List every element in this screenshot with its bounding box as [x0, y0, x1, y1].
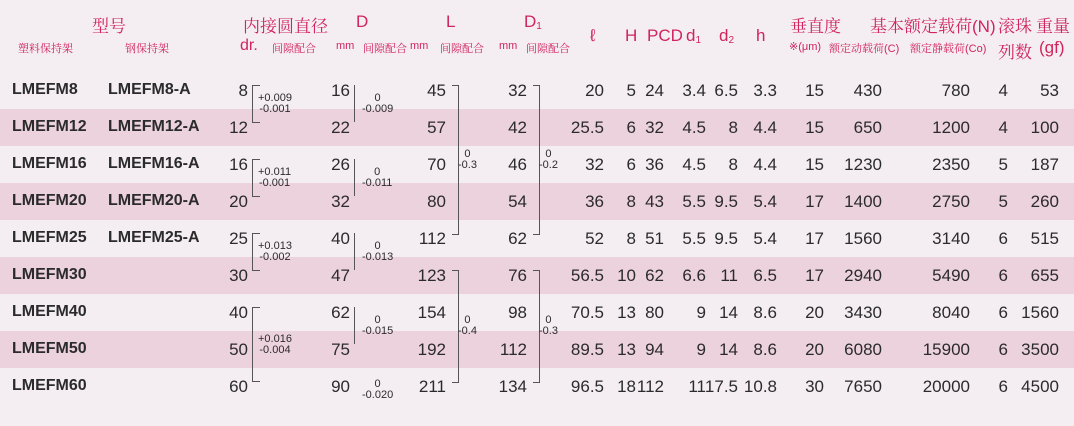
cell-m1: LMEFM25 [12, 229, 87, 246]
dr-tolerance-upper: +0.011 [258, 166, 292, 178]
cell-h: 5.4 [753, 192, 777, 211]
perpendicularity-heading: 垂直度 [790, 17, 841, 36]
cell-D: 40 [331, 229, 350, 248]
cell-L: 80 [427, 192, 446, 211]
cell-dr: 60 [229, 377, 248, 396]
cell-d1: 5.5 [682, 229, 706, 248]
cell-D1: 46 [508, 155, 527, 174]
cell-C: 6080 [844, 340, 882, 359]
cell-PCD: 36 [645, 155, 664, 174]
cell-L: 45 [427, 81, 446, 100]
plastic-cage-heading: 塑料保持架 [18, 43, 73, 55]
model-heading: 型号 [92, 17, 126, 36]
cell-m1: LMEFM30 [12, 266, 87, 283]
cell-w: 260 [1030, 192, 1059, 211]
inscribed-dia-heading: 内接圆直径 [243, 17, 328, 36]
cell-d2: 9.5 [714, 192, 738, 211]
cell-Co: 5490 [932, 266, 970, 285]
cell-n: 6 [998, 266, 1008, 285]
cell-H: 5 [626, 81, 636, 100]
cell-Co: 2350 [932, 155, 970, 174]
cell-perp: 17 [805, 266, 824, 285]
D1-clearance-heading: 间隙配合 [526, 43, 570, 55]
cell-d2: 6.5 [714, 81, 738, 100]
cell-Co: 8040 [932, 303, 970, 322]
dr-tolerance-upper: +0.009 [258, 92, 292, 104]
D-tolerance [362, 167, 392, 189]
dr-tolerance-lower: -0.002 [259, 251, 291, 263]
D-tolerance [362, 93, 393, 115]
dynamic-load-heading: 额定动载荷(C) [829, 43, 900, 55]
L-mm-heading: mm [410, 40, 429, 52]
cell-D1: 32 [508, 81, 527, 100]
cell-d2: 11 [720, 266, 738, 285]
D1-tolerance-lower: -0.2 [539, 158, 558, 171]
L-tolerance [458, 149, 477, 171]
cell-h: 3.3 [753, 81, 777, 100]
cell-D1: 62 [508, 229, 527, 248]
cell-PCD: 51 [645, 229, 664, 248]
cell-L: 57 [427, 118, 446, 137]
dr-bracket-top [252, 159, 260, 160]
cell-H: 13 [617, 303, 636, 322]
D-heading: D [356, 12, 369, 31]
cell-PCD: 24 [645, 81, 664, 100]
cell-m2: LMEFM16-A [108, 155, 200, 172]
d2-heading: $d_2$ [719, 26, 735, 46]
dr-bracket-top [252, 85, 260, 86]
D-tolerance-upper: 0 [374, 240, 381, 252]
cell-L: 192 [417, 340, 446, 359]
D-tolerance-upper: 0 [374, 92, 381, 104]
cell-m2: LMEFM8-A [108, 81, 191, 98]
cell-H: 13 [617, 340, 636, 359]
weight-unit-heading: (gf) [1039, 38, 1065, 57]
cell-d1: 5.5 [682, 192, 706, 211]
cell-m1: LMEFM60 [12, 377, 87, 394]
cell-D1: 134 [498, 377, 527, 396]
cell-D: 47 [331, 266, 350, 285]
table-header [0, 0, 1074, 72]
D-tolerance-upper: 0 [374, 377, 381, 390]
cell-D1: 76 [508, 266, 527, 285]
cell-Co: 15900 [922, 340, 970, 359]
dr-bracket-bottom [252, 381, 260, 382]
cell-C: 1400 [844, 192, 882, 211]
cell-l: 70.5 [570, 303, 604, 322]
cell-perp: 17 [805, 192, 824, 211]
cell-w: 4500 [1021, 377, 1059, 396]
D-tolerance-lower: -0.015 [362, 325, 394, 337]
cell-l: 52 [585, 229, 604, 248]
cell-dr: 8 [238, 81, 248, 100]
cell-perp: 15 [805, 118, 824, 137]
dr-tolerance [258, 241, 292, 263]
cell-m1: LMEFM50 [12, 340, 87, 357]
cell-h: 8.6 [753, 340, 777, 359]
cell-dr: 40 [229, 303, 248, 322]
cell-Co: 20000 [922, 377, 970, 396]
cell-D1: 54 [508, 192, 527, 211]
cell-l: 96.5 [570, 377, 604, 396]
cell-d1: 6.6 [682, 266, 706, 285]
cell-l: 32 [585, 155, 604, 174]
cell-l: 89.5 [570, 340, 604, 359]
cell-D: 26 [331, 155, 350, 174]
D-tolerance-lower: -0.011 [362, 177, 393, 189]
cell-n: 6 [998, 340, 1008, 359]
cell-m1: LMEFM8 [12, 81, 78, 98]
cell-dr: 12 [229, 118, 248, 137]
cell-n: 4 [998, 118, 1008, 137]
cell-d1: 3.4 [682, 81, 706, 100]
cell-m2: LMEFM20-A [108, 192, 200, 209]
cell-H: 10 [617, 266, 636, 285]
cell-dr: 20 [229, 192, 248, 211]
D-tolerance-lower: -0.020 [362, 388, 394, 401]
cell-d2: 14 [719, 303, 738, 322]
cell-n: 6 [998, 303, 1008, 322]
cell-H: 8 [626, 229, 636, 248]
cell-C: 3430 [844, 303, 882, 322]
cell-Co: 3140 [932, 229, 970, 248]
cell-m1: LMEFM12 [12, 118, 87, 135]
D-tolerance-upper: 0 [374, 166, 381, 178]
cell-w: 53 [1040, 81, 1059, 100]
H-heading: H [625, 26, 638, 45]
cell-w: 3500 [1021, 340, 1059, 359]
cell-d1: 11 [688, 377, 706, 396]
cell-dr: 25 [229, 229, 248, 248]
D-clearance-heading: 间隙配合 [363, 43, 407, 55]
L-tolerance [458, 315, 477, 337]
cell-w: 187 [1030, 155, 1059, 174]
D1-tolerance [539, 315, 558, 337]
cell-n: 6 [998, 229, 1008, 248]
cell-Co: 1200 [932, 118, 970, 137]
cell-h: 8.6 [753, 303, 777, 322]
D-tolerance-lower: -0.009 [362, 103, 394, 115]
dr-tolerance-lower: -0.001 [259, 103, 291, 115]
cell-L: 123 [417, 266, 446, 285]
cell-perp: 17 [805, 229, 824, 248]
load-rating-heading: 基本额定载荷(N) [870, 17, 996, 36]
cell-dr: 30 [229, 266, 248, 285]
cell-H: 18 [617, 377, 636, 396]
cell-d2: 17.5 [704, 377, 738, 396]
cell-C: 7650 [844, 377, 882, 396]
cell-L: 112 [418, 229, 446, 248]
rows-heading: 列数 [998, 43, 1032, 62]
L-tolerance-lower: -0.3 [458, 158, 477, 171]
D-tolerance [362, 315, 393, 337]
cell-H: 6 [626, 118, 636, 137]
h-heading: h [756, 26, 766, 45]
dr-tolerance [258, 334, 292, 356]
cell-d1: 4.5 [682, 155, 706, 174]
cell-d1: 9 [696, 340, 706, 359]
L-tolerance-lower: -0.4 [458, 325, 477, 337]
D1-tolerance-upper: 0 [545, 314, 552, 326]
cell-dr: 16 [229, 155, 248, 174]
cell-dr: 50 [229, 340, 248, 359]
cell-C: 2940 [844, 266, 882, 285]
dr-bracket-bottom [252, 270, 260, 271]
cell-D: 32 [331, 192, 350, 211]
L-tolerance-upper: 0 [464, 147, 471, 160]
dr-heading: dr. [240, 37, 258, 54]
cell-m2: LMEFM25-A [108, 229, 200, 246]
cell-h: 10.8 [743, 377, 777, 396]
D1-tolerance-lower: -0.3 [539, 325, 558, 337]
cell-m1: LMEFM20 [12, 192, 87, 209]
cell-H: 8 [626, 192, 636, 211]
cell-w: 655 [1030, 266, 1059, 285]
cell-m1: LMEFM40 [12, 303, 87, 320]
cell-w: 100 [1030, 118, 1059, 137]
cell-perp: 15 [805, 155, 824, 174]
dr-bracket-top [252, 307, 260, 308]
cell-d1: 4.5 [682, 118, 706, 137]
cell-perp: 30 [805, 377, 824, 396]
D1-tolerance-upper: 0 [545, 147, 552, 160]
cell-C: 1230 [844, 155, 882, 174]
cell-PCD: 112 [636, 377, 664, 396]
PCD-heading: PCD [647, 26, 683, 45]
cell-w: 1560 [1021, 303, 1059, 322]
ell-heading: ℓ [590, 26, 596, 45]
L-tolerance-upper: 0 [464, 314, 471, 326]
cell-m1: LMEFM16 [12, 155, 87, 172]
cell-Co: 780 [941, 81, 970, 100]
cell-d1: 9 [696, 303, 706, 322]
cell-C: 430 [853, 81, 882, 100]
L-clearance-heading: 间隙配合 [440, 43, 484, 55]
cell-PCD: 43 [645, 192, 664, 211]
cell-d2: 9.5 [714, 229, 738, 248]
cell-C: 650 [853, 118, 882, 137]
cell-C: 1560 [844, 229, 882, 248]
dr-tolerance-upper: +0.013 [258, 240, 292, 252]
cell-l: 20 [585, 81, 604, 100]
D1-heading: $D_1$ [524, 12, 542, 32]
cell-perp: 15 [805, 81, 824, 100]
D1-tolerance [539, 149, 558, 171]
cell-Co: 2750 [932, 192, 970, 211]
cell-d2: 8 [728, 118, 738, 137]
static-load-heading: 额定静载荷(Co) [910, 43, 987, 55]
dr-tolerance-lower: -0.004 [259, 343, 291, 356]
cell-n: 5 [998, 155, 1008, 174]
cell-L: 211 [418, 377, 446, 396]
dr-tolerance [258, 93, 292, 115]
D1-mm-heading: mm [499, 40, 518, 52]
cell-D: 90 [331, 377, 350, 396]
d1-heading: $d_1$ [686, 26, 702, 46]
balls-heading: 滚珠 [998, 17, 1032, 36]
cell-d2: 14 [719, 340, 738, 359]
weight-heading: 重量 [1036, 17, 1070, 36]
D-tolerance [362, 379, 393, 401]
cell-L: 70 [427, 155, 446, 174]
D-tolerance [362, 241, 393, 263]
cell-l: 56.5 [570, 266, 604, 285]
D-tolerance-upper: 0 [374, 314, 381, 326]
cell-L: 154 [417, 303, 446, 322]
D-mm-heading: mm [336, 40, 355, 52]
cell-h: 4.4 [753, 118, 777, 137]
cell-D1: 112 [499, 340, 527, 359]
cell-h: 6.5 [753, 266, 777, 285]
cell-l: 36 [585, 192, 604, 211]
cell-PCD: 94 [645, 340, 664, 359]
cell-n: 5 [998, 192, 1008, 211]
dr-bracket-top [252, 233, 260, 234]
cell-D: 62 [331, 303, 350, 322]
cell-PCD: 62 [645, 266, 664, 285]
dr-tolerance-lower: -0.001 [258, 177, 291, 189]
perp-unit-heading: ※(μm) [789, 41, 822, 53]
cell-h: 4.4 [753, 155, 777, 174]
dr-clearance-heading: 间隙配合 [272, 43, 316, 55]
D-tolerance-lower: -0.013 [362, 251, 394, 263]
cell-perp: 20 [805, 340, 824, 359]
dr-bracket-bottom [252, 122, 260, 123]
cell-d2: 8 [728, 155, 738, 174]
cell-l: 25.5 [570, 118, 604, 137]
cell-PCD: 32 [645, 118, 664, 137]
dr-bracket-bottom [252, 196, 260, 197]
cell-D: 75 [331, 340, 350, 359]
cell-w: 515 [1030, 229, 1059, 248]
cell-D: 22 [331, 118, 350, 137]
dr-tolerance-upper: +0.016 [258, 332, 292, 345]
cell-D1: 42 [508, 118, 527, 137]
cell-n: 6 [998, 377, 1008, 396]
cell-n: 4 [998, 81, 1008, 100]
cell-PCD: 80 [645, 303, 664, 322]
L-heading: L [446, 12, 456, 31]
cell-H: 6 [626, 155, 636, 174]
cell-m2: LMEFM12-A [108, 118, 200, 135]
cell-h: 5.4 [753, 229, 777, 248]
cell-D1: 98 [508, 303, 527, 322]
dr-tolerance [258, 167, 291, 189]
cell-D: 16 [331, 81, 350, 100]
cell-perp: 20 [805, 303, 824, 322]
steel-cage-heading: 钢保持架 [125, 43, 169, 55]
